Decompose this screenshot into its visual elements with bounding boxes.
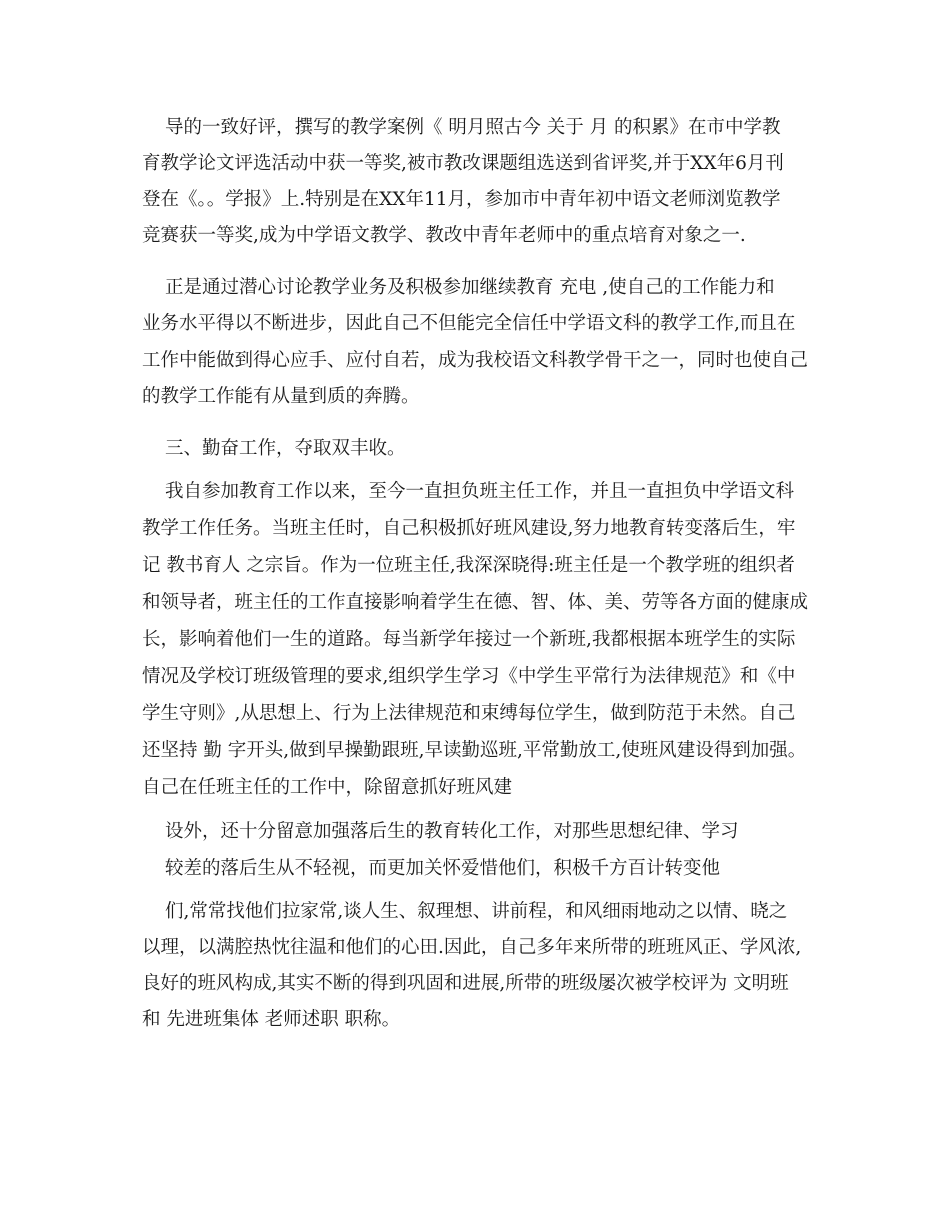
text-line: 竞赛获一等奖,成为中学语文教学、教改中青年老师中的重点培育对象之一. (142, 225, 746, 246)
text-line: 设外，还十分留意加强落后生的教育转化工作，对那些思想纪律、学习 (165, 821, 739, 842)
text-line: 还坚持 勤 字开头,做到早操勤跟班,早读勤巡班,平常勤放工,使班风建设得到加强。 (142, 740, 807, 761)
text-line: 育教学论文评选活动中获一等奖,被市教改课题组选送到省评奖,并于XX年6月刊 (142, 153, 784, 174)
text-line: 的教学工作能有从量到质的奔腾。 (142, 386, 420, 407)
text-line: 情况及学校订班级管理的要求,组织学生学习《中学生平常行为法律规范》和《中 (142, 666, 796, 687)
text-line: 们,常常找他们拉家常,谈人生、叙理想、讲前程，和风细雨地动之以情、晓之 (165, 901, 788, 922)
text-line: 工作中能做到得心应手、应付自若，成为我校语文科教学骨干之一，同时也使自己 (142, 350, 809, 371)
text-line: 业务水平得以不断进步，因此自己不但能完全信任中学语文科的教学工作,而且在 (142, 313, 796, 334)
text-line: 长，影响着他们一生的道路。每当新学年接过一个新班,我都根据本班学生的实际 (142, 629, 796, 650)
section-heading: 三、勤奋工作，夺取双丰收。 (165, 438, 406, 459)
text-line: 登在《。。学报》上.特别是在XX年11月，参加市中青年初中语文老师浏览教学 (142, 189, 781, 210)
text-line: 较差的落后生从不轻视，而更加关怀爱惜他们，积极千方百计转变他 (165, 858, 721, 879)
text-line: 和 先进班集体 老师述职 职称。 (142, 1009, 401, 1030)
text-line: 导的一致好评，撰写的教学案例《 明月照古今 关于 月 的积累》在市中学教 (165, 117, 781, 138)
text-line: 正是通过潜心讨论教学业务及积极参加继续教育 充电 ,使自己的工作能力和 (165, 277, 775, 298)
text-line: 良好的班风构成,其实不断的得到巩固和进展,所带的班级屡次被学校评为 文明班 (142, 973, 789, 994)
text-line: 学生守则》,从思想上、行为上法律规范和束缚每位学生，做到防范于未然。自己 (142, 703, 796, 724)
text-line: 以理，以满腔热忱往温和他们的心田.因此，自己多年来所带的班班风正、学风浓, (142, 937, 802, 958)
text-line: 记 教书育人 之宗旨。作为一位班主任,我深深晓得:班主任是一个教学班的组织者 (142, 555, 795, 576)
text-line: 教学工作任务。当班主任时，自己积极抓好班风建设,努力地教育转变落后生，牢 (142, 518, 796, 539)
text-line: 和领导者，班主任的工作直接影响着学生在德、智、体、美、劳等各方面的健康成 (142, 592, 809, 613)
text-line: 我自参加教育工作以来，至今一直担负班主任工作，并且一直担负中学语文科 (165, 481, 795, 502)
text-line: 自己在任班主任的工作中，除留意抓好班风建 (142, 777, 513, 798)
